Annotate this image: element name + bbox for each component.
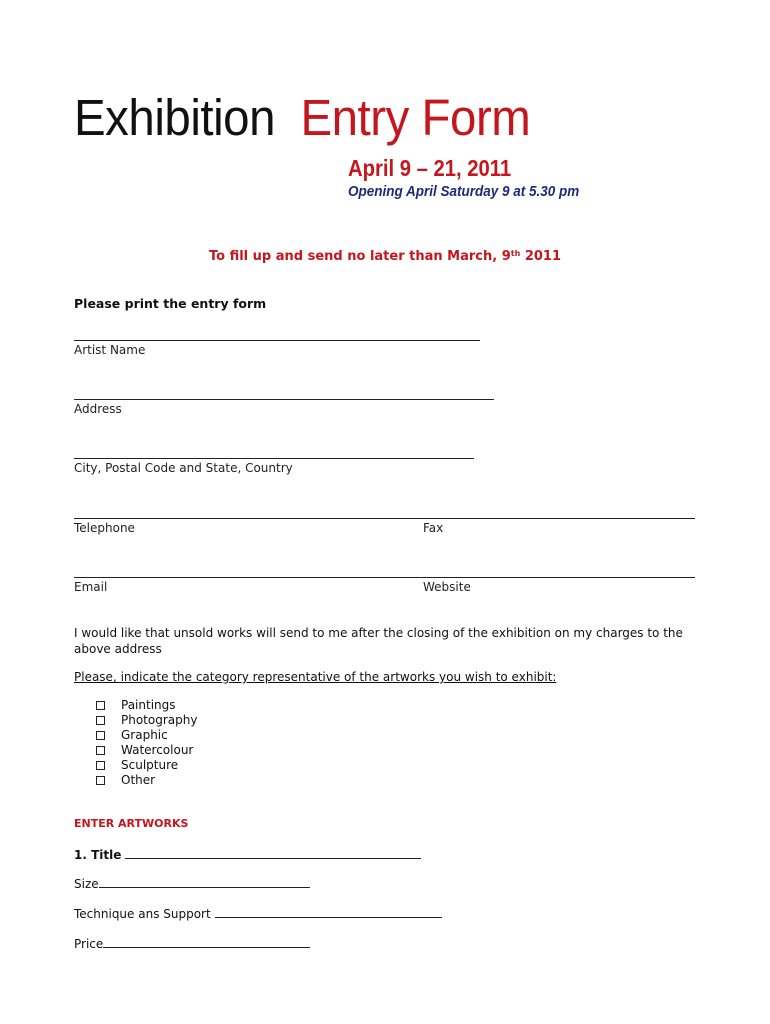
email-label: Email — [74, 580, 108, 594]
category-item[interactable] — [96, 758, 197, 773]
deadline-year: 2011 — [520, 249, 562, 264]
category-label: Paintings — [121, 698, 176, 712]
category-label: Photography — [121, 713, 198, 727]
artwork-size-row — [74, 877, 310, 891]
category-instruction: Please, indicate the category representative of the artworks you wish to exhibit: — [74, 670, 557, 684]
category-item[interactable] — [96, 743, 197, 758]
artist-name-line[interactable] — [74, 340, 480, 341]
checkbox-icon[interactable] — [96, 701, 105, 710]
exhibition-dates: April 9 – 21, 2011 — [348, 155, 512, 181]
unsold-works-statement: I would like that unsold works will send to me after the closing of the exhibition on my charges to the above address — [74, 626, 683, 656]
category-label: Other — [121, 773, 156, 787]
category-label: Watercolour — [121, 743, 194, 757]
city-line[interactable] — [74, 458, 474, 459]
telephone-label: Telephone — [74, 521, 135, 535]
deadline-superscript: th — [510, 249, 521, 258]
artwork-technique-field[interactable] — [215, 907, 442, 918]
artist-name-label: Artist Name — [74, 343, 146, 357]
category-item[interactable] — [96, 773, 197, 788]
category-item[interactable] — [96, 713, 197, 728]
address-label: Address — [74, 402, 122, 416]
checkbox-icon[interactable] — [96, 746, 105, 755]
checkbox-icon[interactable] — [96, 731, 105, 740]
deadline-notice — [0, 249, 770, 264]
fax-label: Fax — [423, 521, 444, 535]
address-line[interactable] — [74, 399, 494, 400]
title-exhibition: Exhibition — [74, 89, 276, 146]
category-item[interactable] — [96, 698, 197, 713]
checkbox-icon[interactable] — [96, 761, 105, 770]
artwork-price-row — [74, 937, 310, 951]
artwork-title-field[interactable] — [125, 848, 421, 859]
telephone-fax-line[interactable] — [74, 518, 695, 519]
opening-info: Opening April Saturday 9 at 5.30 pm — [348, 183, 580, 200]
category-list — [96, 698, 197, 788]
artwork-technique-row — [74, 907, 442, 921]
deadline-text: To fill up and send no later than March, 9 — [208, 249, 511, 264]
website-label: Website — [423, 580, 471, 594]
category-label: Sculpture — [121, 758, 179, 772]
city-label: City, Postal Code and State, Country — [74, 461, 293, 475]
page-title — [74, 89, 531, 146]
checkbox-icon[interactable] — [96, 716, 105, 725]
enter-artworks-heading: ENTER ARTWORKS — [74, 817, 189, 830]
title-entry-form: Entry Form — [300, 89, 531, 146]
artwork-price-label: Price — [74, 937, 104, 951]
email-website-line[interactable] — [74, 577, 695, 578]
checkbox-icon[interactable] — [96, 776, 105, 785]
artwork-title-label: 1. Title — [74, 848, 122, 862]
print-instruction: Please print the entry form — [74, 296, 267, 311]
artwork-size-field[interactable] — [99, 877, 310, 888]
artwork-technique-label: Technique ans Support — [74, 907, 211, 921]
artwork-title-row — [74, 848, 421, 862]
category-label: Graphic — [121, 728, 168, 742]
category-item[interactable] — [96, 728, 197, 743]
artwork-size-label: Size — [74, 877, 99, 891]
artwork-price-field[interactable] — [103, 937, 310, 948]
